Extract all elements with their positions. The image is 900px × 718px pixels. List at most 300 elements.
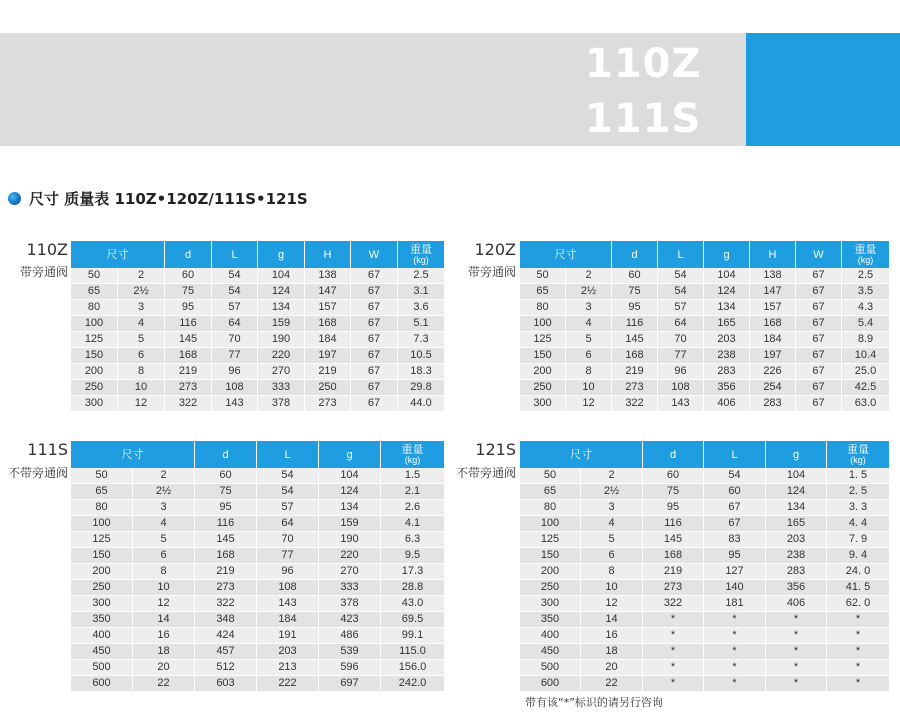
header-g: g <box>766 441 827 468</box>
table-cell: 200 <box>520 564 581 580</box>
table-cell: * <box>766 676 827 692</box>
table-cell: 20 <box>133 660 195 676</box>
table-cell: 3 <box>133 500 195 516</box>
table-row <box>520 364 889 380</box>
table-cell: 9.5 <box>381 548 444 564</box>
header-weight-unit: (kg) <box>857 254 874 265</box>
header-banner-accent <box>746 33 900 146</box>
table-cell: 125 <box>520 332 566 348</box>
table-cell: * <box>766 660 827 676</box>
table-cell: 5 <box>566 332 612 348</box>
header-size: 尺寸 <box>520 441 643 468</box>
model-label: 111S <box>27 440 68 459</box>
header-l: L <box>658 241 704 268</box>
table-cell: 168 <box>195 548 257 564</box>
header-weight-label: 重量 <box>410 243 432 256</box>
table-cell: 220 <box>258 348 305 364</box>
table-cell: * <box>766 612 827 628</box>
table-row <box>71 284 444 300</box>
table-cell: 12 <box>581 596 643 612</box>
table-cell: 140 <box>704 580 766 596</box>
table-cell: 2. 5 <box>827 484 889 500</box>
table-row <box>520 548 889 564</box>
table-cell: * <box>827 660 889 676</box>
table-cell: 99.1 <box>381 628 444 644</box>
table-cell: 95 <box>195 500 257 516</box>
table-cell: 300 <box>520 396 566 412</box>
table-cell: 104 <box>319 468 381 484</box>
table-cell: 70 <box>658 332 704 348</box>
table-cell: 6.3 <box>381 532 444 548</box>
table-cell: 54 <box>212 268 258 284</box>
header-l: L <box>257 441 319 468</box>
table-cell: 77 <box>658 348 704 364</box>
table-cell: * <box>827 628 889 644</box>
table-cell: 1.5 <box>381 468 444 484</box>
table-cell: 124 <box>319 484 381 500</box>
table-row <box>71 300 444 316</box>
table-row <box>71 612 444 628</box>
table-row <box>71 332 444 348</box>
table-cell: 60 <box>704 484 766 500</box>
table-cell: 8 <box>133 564 195 580</box>
table-cell: 322 <box>165 396 212 412</box>
table-cell: 70 <box>257 532 319 548</box>
table-cell: * <box>643 660 704 676</box>
table-cell: 2 <box>566 268 612 284</box>
table-cell: 159 <box>319 516 381 532</box>
table-cell: 115.0 <box>381 644 444 660</box>
table-row <box>71 532 444 548</box>
table-cell: 400 <box>520 628 581 644</box>
table-cell: 28.8 <box>381 580 444 596</box>
table-cell: 75 <box>195 484 257 500</box>
table-cell: 500 <box>520 660 581 676</box>
table-cell: 44.0 <box>398 396 444 412</box>
table-cell: 2.5 <box>842 268 889 284</box>
table-cell: 18 <box>581 644 643 660</box>
table-cell: 5 <box>118 332 165 348</box>
table-cell: 406 <box>704 396 750 412</box>
table-cell: 50 <box>71 468 133 484</box>
table-cell: 100 <box>71 316 118 332</box>
header-w: W <box>351 241 398 268</box>
table-cell: * <box>827 644 889 660</box>
table-cell: 600 <box>71 676 133 692</box>
table-cell: 200 <box>71 564 133 580</box>
table-cell: 80 <box>71 500 133 516</box>
table-cell: 181 <box>704 596 766 612</box>
table-cell: 29.8 <box>398 380 444 396</box>
table-cell: 8 <box>566 364 612 380</box>
table-cell: 300 <box>71 596 133 612</box>
table-cell: 60 <box>195 468 257 484</box>
table-cell: 67 <box>796 364 842 380</box>
table-cell: 197 <box>305 348 351 364</box>
table-cell: 67 <box>351 332 398 348</box>
table-cell: 150 <box>520 348 566 364</box>
table-cell: 67 <box>796 332 842 348</box>
table-row <box>520 532 889 548</box>
table-cell: 4 <box>581 516 643 532</box>
table-cell: 10 <box>581 580 643 596</box>
footnote: 带有该“*”标识的请另行咨询 <box>525 696 663 709</box>
table-row <box>520 628 889 644</box>
table-cell: * <box>643 644 704 660</box>
table-cell: 67 <box>704 500 766 516</box>
table-row <box>71 660 444 676</box>
table-header-row <box>71 441 444 468</box>
table-cell: 64 <box>658 316 704 332</box>
table-cell: 77 <box>212 348 258 364</box>
table-cell: 95 <box>612 300 658 316</box>
header-g: g <box>258 241 305 268</box>
table-cell: 273 <box>195 580 257 596</box>
table-cell: 67 <box>796 396 842 412</box>
table-cell: 9. 4 <box>827 548 889 564</box>
table-cell: 41. 5 <box>827 580 889 596</box>
table-cell: 283 <box>704 364 750 380</box>
header-d: d <box>643 441 704 468</box>
table-cell: 165 <box>766 516 827 532</box>
table-cell: 5.1 <box>398 316 444 332</box>
table-cell: 8.9 <box>842 332 889 348</box>
table-cell: 500 <box>71 660 133 676</box>
table-cell: 54 <box>257 468 319 484</box>
table-cell: 150 <box>520 548 581 564</box>
table-cell: 184 <box>305 332 351 348</box>
header-l: L <box>212 241 258 268</box>
header-weight <box>381 441 444 468</box>
section-title: 尺寸 质量表 110Z•120Z/111S•121S <box>29 190 308 208</box>
table-cell: 54 <box>212 284 258 300</box>
table-header-row <box>520 241 889 268</box>
table-row <box>520 284 889 300</box>
table-cell: 138 <box>305 268 351 284</box>
table-body <box>71 468 444 692</box>
table-cell: 96 <box>212 364 258 380</box>
table-cell: 54 <box>257 484 319 500</box>
header-weight <box>827 441 889 468</box>
table-cell: 3 <box>581 500 643 516</box>
table-cell: 5.4 <box>842 316 889 332</box>
table-cell: 67 <box>704 516 766 532</box>
table-cell: 96 <box>658 364 704 380</box>
header-h: H <box>750 241 796 268</box>
table-cell: * <box>704 660 766 676</box>
table-cell: * <box>704 644 766 660</box>
table-cell: 322 <box>643 596 704 612</box>
table-cell: 124 <box>704 284 750 300</box>
table-cell: 2 <box>581 468 643 484</box>
table-cell: 125 <box>71 532 133 548</box>
table-cell: 67 <box>351 348 398 364</box>
table-cell: 165 <box>704 316 750 332</box>
table-cell: 350 <box>520 612 581 628</box>
table-row <box>71 564 444 580</box>
table-cell: 67 <box>796 300 842 316</box>
table-cell: 10.5 <box>398 348 444 364</box>
table-cell: 168 <box>165 348 212 364</box>
header-weight-unit: (kg) <box>850 454 866 465</box>
header-l: L <box>704 441 766 468</box>
table-row <box>520 676 889 692</box>
table-cell: 70 <box>212 332 258 348</box>
header-weight <box>398 241 444 268</box>
table-row <box>520 660 889 676</box>
table-cell: 50 <box>71 268 118 284</box>
table-cell: 600 <box>520 676 581 692</box>
header-weight-unit: (kg) <box>413 254 429 265</box>
table-cell: 134 <box>258 300 305 316</box>
model-label: 120Z <box>474 240 516 259</box>
table-cell: 6 <box>581 548 643 564</box>
table-cell: * <box>827 612 889 628</box>
table-cell: 168 <box>750 316 796 332</box>
table-cell: 219 <box>305 364 351 380</box>
table-cell: 108 <box>658 380 704 396</box>
table-cell: 168 <box>305 316 351 332</box>
table-cell: 54 <box>704 468 766 484</box>
table-cell: 22 <box>581 676 643 692</box>
table-cell: 80 <box>71 300 118 316</box>
table-row <box>520 300 889 316</box>
header-weight-unit: (kg) <box>404 454 421 465</box>
table-cell: 4.1 <box>381 516 444 532</box>
table-cell: 4 <box>118 316 165 332</box>
header-weight-label: 重量 <box>854 243 877 256</box>
table-cell: 4 <box>566 316 612 332</box>
table-cell: 486 <box>319 628 381 644</box>
table-cell: 203 <box>704 332 750 348</box>
table-cell: 300 <box>520 596 581 612</box>
table-cell: * <box>643 676 704 692</box>
table-cell: 80 <box>520 300 566 316</box>
table-cell: 2½ <box>581 484 643 500</box>
table-cell: 125 <box>520 532 581 548</box>
model-label: 110Z <box>26 240 68 259</box>
table-row <box>520 348 889 364</box>
table-cell: 6 <box>566 348 612 364</box>
header-size: 尺寸 <box>71 241 165 268</box>
table-cell: 213 <box>257 660 319 676</box>
table-row <box>71 580 444 596</box>
table-cell: 43.0 <box>381 596 444 612</box>
table-cell: 322 <box>612 396 658 412</box>
table-cell: 450 <box>71 644 133 660</box>
table-cell: 63.0 <box>842 396 889 412</box>
table-cell: 67 <box>796 316 842 332</box>
table-cell: 270 <box>319 564 381 580</box>
table-row <box>71 348 444 364</box>
table-row <box>71 316 444 332</box>
table-cell: 104 <box>704 268 750 284</box>
table-cell: 57 <box>212 300 258 316</box>
table-row <box>71 468 444 484</box>
table-cell: 145 <box>612 332 658 348</box>
table-cell: 67 <box>351 268 398 284</box>
table-cell: * <box>643 612 704 628</box>
table-cell: 333 <box>258 380 305 396</box>
table-cell: 2½ <box>566 284 612 300</box>
header-size: 尺寸 <box>520 241 612 268</box>
table-cell: 3 <box>566 300 612 316</box>
table-cell: * <box>766 628 827 644</box>
table-cell: 3. 3 <box>827 500 889 516</box>
table-cell: 104 <box>766 468 827 484</box>
table-cell: 333 <box>319 580 381 596</box>
table-cell: 3.6 <box>398 300 444 316</box>
table-cell: 134 <box>766 500 827 516</box>
header-size: 尺寸 <box>71 441 195 468</box>
table-cell: 4 <box>133 516 195 532</box>
spec-table-110z <box>71 241 444 412</box>
table-cell: 242.0 <box>381 676 444 692</box>
table-cell: 406 <box>766 596 827 612</box>
table-cell: 95 <box>643 500 704 516</box>
table-cell: 457 <box>195 644 257 660</box>
table-cell: 57 <box>257 500 319 516</box>
table-cell: 250 <box>520 380 566 396</box>
table-cell: 8 <box>581 564 643 580</box>
header-weight <box>842 241 889 268</box>
table-row <box>520 268 889 284</box>
table-cell: 125 <box>71 332 118 348</box>
table-cell: 2½ <box>133 484 195 500</box>
table-cell: 18 <box>133 644 195 660</box>
table-cell: 539 <box>319 644 381 660</box>
table-row <box>520 332 889 348</box>
table-cell: 1. 5 <box>827 468 889 484</box>
table-cell: 350 <box>71 612 133 628</box>
table-cell: 108 <box>212 380 258 396</box>
table-cell: 104 <box>258 268 305 284</box>
header-weight-label: 重量 <box>847 443 869 456</box>
table-cell: 273 <box>612 380 658 396</box>
table-cell: 254 <box>750 380 796 396</box>
table-cell: 65 <box>520 484 581 500</box>
table-cell: 150 <box>71 548 133 564</box>
table-cell: 14 <box>581 612 643 628</box>
table-header-row <box>71 241 444 268</box>
table-row <box>71 396 444 412</box>
table-cell: 450 <box>520 644 581 660</box>
table-cell: 16 <box>581 628 643 644</box>
table-cell: 423 <box>319 612 381 628</box>
table-cell: 4.3 <box>842 300 889 316</box>
table-cell: 190 <box>258 332 305 348</box>
table-row <box>520 516 889 532</box>
table-cell: 190 <box>319 532 381 548</box>
table-cell: 203 <box>766 532 827 548</box>
table-row <box>71 628 444 644</box>
table-cell: 60 <box>612 268 658 284</box>
table-cell: 10 <box>118 380 165 396</box>
table-cell: 67 <box>351 316 398 332</box>
table-cell: 145 <box>165 332 212 348</box>
table-cell: 3.5 <box>842 284 889 300</box>
table-cell: 12 <box>118 396 165 412</box>
table-cell: 7.3 <box>398 332 444 348</box>
table-cell: 67 <box>796 268 842 284</box>
table-cell: 238 <box>766 548 827 564</box>
table-cell: 95 <box>165 300 212 316</box>
table-cell: 356 <box>766 580 827 596</box>
table-cell: 108 <box>257 580 319 596</box>
table-cell: * <box>704 628 766 644</box>
table-cell: 65 <box>71 284 118 300</box>
table-cell: 67 <box>351 380 398 396</box>
table-cell: 238 <box>704 348 750 364</box>
table-cell: 4. 4 <box>827 516 889 532</box>
table-cell: 219 <box>643 564 704 580</box>
table-cell: 2.6 <box>381 500 444 516</box>
table-cell: 60 <box>643 468 704 484</box>
table-cell: 424 <box>195 628 257 644</box>
table-cell: 219 <box>195 564 257 580</box>
table-row <box>520 396 889 412</box>
section-heading <box>8 188 308 209</box>
table-cell: * <box>766 644 827 660</box>
table-cell: 65 <box>71 484 133 500</box>
table-cell: 134 <box>704 300 750 316</box>
table-cell: 116 <box>643 516 704 532</box>
table-cell: 67 <box>351 364 398 380</box>
table-cell: 10.4 <box>842 348 889 364</box>
table-cell: 184 <box>257 612 319 628</box>
table-cell: 138 <box>750 268 796 284</box>
table-row <box>71 596 444 612</box>
table-cell: 25.0 <box>842 364 889 380</box>
table-cell: 80 <box>520 500 581 516</box>
table-cell: 67 <box>796 284 842 300</box>
table-cell: 10 <box>566 380 612 396</box>
table-cell: 222 <box>257 676 319 692</box>
table-cell: 64 <box>257 516 319 532</box>
table-cell: 197 <box>750 348 796 364</box>
table-cell: 64 <box>212 316 258 332</box>
table-cell: 5 <box>133 532 195 548</box>
table-cell: 219 <box>612 364 658 380</box>
table-cell: 2.1 <box>381 484 444 500</box>
table-cell: 75 <box>612 284 658 300</box>
table-cell: 12 <box>133 596 195 612</box>
table-cell: 67 <box>351 396 398 412</box>
table-cell: 14 <box>133 612 195 628</box>
table-cell: 116 <box>612 316 658 332</box>
table-cell: 157 <box>750 300 796 316</box>
table-cell: 220 <box>319 548 381 564</box>
table-cell: 168 <box>612 348 658 364</box>
table-cell: 124 <box>766 484 827 500</box>
table-cell: 273 <box>305 396 351 412</box>
table-cell: 273 <box>165 380 212 396</box>
table-cell: 270 <box>258 364 305 380</box>
table-cell: 250 <box>305 380 351 396</box>
table-cell: 143 <box>658 396 704 412</box>
table-cell: 3 <box>118 300 165 316</box>
table-cell: 54 <box>658 284 704 300</box>
table-cell: 191 <box>257 628 319 644</box>
table-cell: 62. 0 <box>827 596 889 612</box>
table-row <box>520 484 889 500</box>
table-row <box>71 500 444 516</box>
table-cell: 145 <box>195 532 257 548</box>
table-cell: 3.1 <box>398 284 444 300</box>
table-body <box>520 468 889 692</box>
model-description: 带旁通阀 <box>19 265 68 279</box>
table-cell: 147 <box>305 284 351 300</box>
